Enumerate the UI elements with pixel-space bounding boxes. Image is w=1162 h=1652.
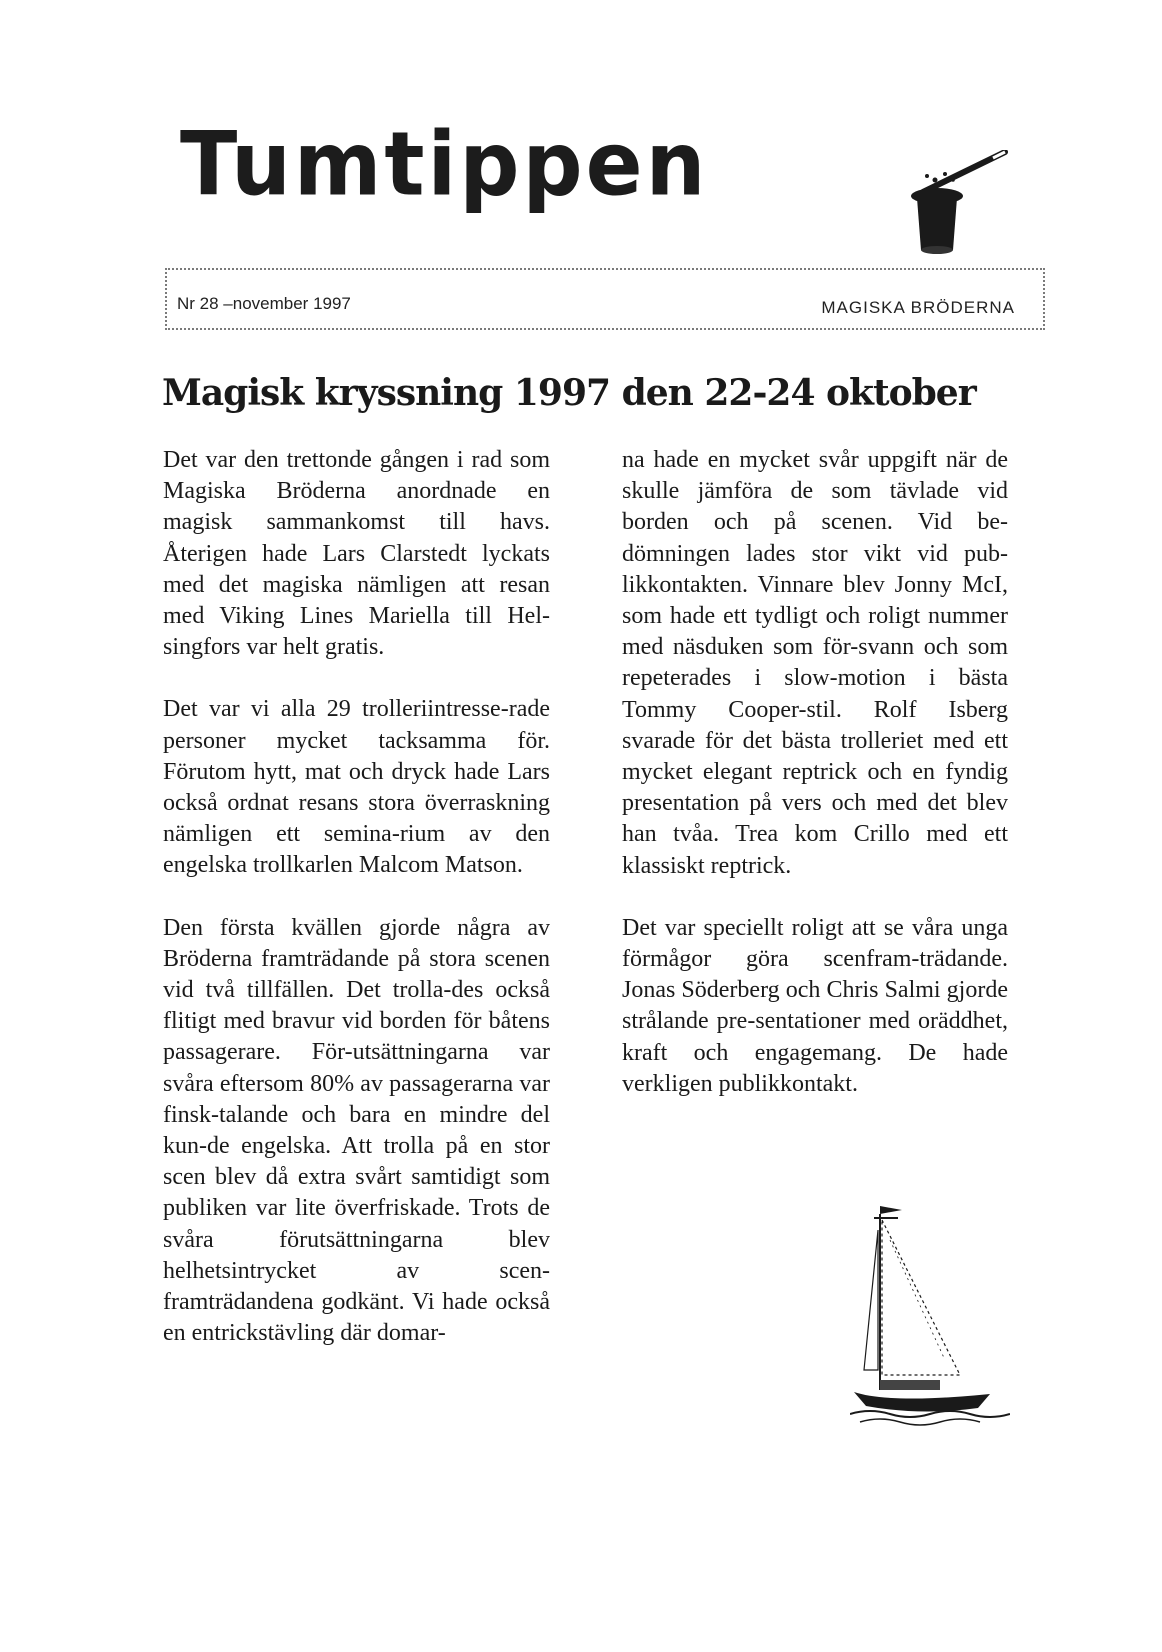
paragraph: Det var den trettonde gången i rad som Magiska Bröderna anordnade en magisk sammankomst till havs. Återigen hade Lars Clarstedt lyckats med det magiska nämligen att resan med Viking Lines Mariella till Hel-singfors var helt gratis. — [163, 447, 550, 661]
sailboat-icon — [850, 1200, 1010, 1430]
issue-banner — [165, 268, 1045, 330]
magic-hat-wand-icon — [905, 150, 1015, 260]
paragraph: na hade en mycket svår uppgift när de skulle jämföra de som tävlade vid borden och på scenen. Vid be-dömningen lades stor vikt vid pub-likkontakten. Vinnare blev Jonny McI, som hade ett tydligt och roligt nummer med näsduken som för-svann och som repeterades i slow-motion i bästa Tommy Cooper-stil. Rolf Isberg svarade för det bästa trolleriet med ett mycket elegant reptrick och en fyndig presentation på vers och med det blev han tvåa. Trea kom Crillo med ett klassiskt reptrick. — [622, 447, 1008, 879]
article-headline: Magisk kryssning 1997 den 22-24 oktober — [162, 372, 976, 414]
paragraph: Den första kvällen gjorde några av Bröderna framträdande på stora scenen vid två tillfällen. Det trolla-des också flitigt med bravur vid borden för båtens passagerare. För-utsättningarna var svåra eftersom 80% av passagerarna var finsk-talande och bara en mindre del kun-de engelska. Att trolla på en stor scen blev då extra svårt samtidigt som publiken var lite överfriskade. Trots de svåra förutsättningarna blev helhetsintrycket av scen-framträdandena godkänt. Vi hade också en entrickstävling där domar- — [163, 914, 550, 1347]
article-column-right — [622, 445, 1008, 1100]
organization-name: MAGISKA BRÖDERNA — [821, 298, 1015, 317]
article-column-left — [163, 445, 550, 1349]
masthead-title: Tumtippen — [180, 112, 709, 216]
paragraph: Det var speciellt roligt att se våra unga förmågor göra scenfram-trädande. Jonas Söderberg och Chris Salmi gjorde strålande pre-sentationer med oräddhet, kraft och engagemang. De hade verkligen publikkontakt. — [622, 914, 1008, 1097]
paragraph: Det var vi alla 29 trolleriintresse-rade personer mycket tacksamma för. Förutom hytt, mat och dryck hade Lars också ordnat resans stora överraskning nämligen ett semina-rium av den engelska trollkarlen Malcom Matson. — [163, 696, 550, 879]
issue-number: Nr 28 –november 1997 — [177, 294, 351, 313]
